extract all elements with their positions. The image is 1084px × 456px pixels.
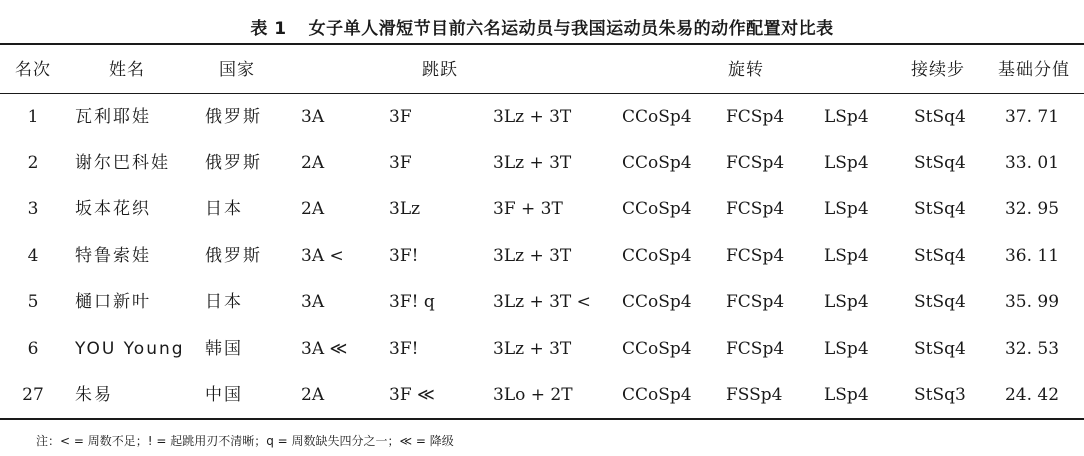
cell-rank: 6 [27, 339, 39, 359]
cell-jump-3: 3Lo + 2T [493, 385, 573, 405]
cell-spin-1: CCoSp4 [622, 107, 692, 127]
cell-name: 瓦利耶娃 [75, 107, 151, 127]
cell-spin-1: CCoSp4 [622, 199, 692, 219]
cell-base-value: 24. 42 [1004, 385, 1060, 405]
top-rule [0, 43, 1084, 45]
table-number: 表 1 [250, 19, 287, 39]
cell-jump-1: 3A [301, 107, 325, 127]
cell-name: YOU Young [75, 339, 185, 359]
cell-spin-2: FCSp4 [726, 292, 785, 312]
header-spins: 旋转 [728, 60, 764, 80]
table-title: 女子单人滑短节目前六名运动员与我国运动员朱易的动作配置对比表 [308, 19, 834, 39]
cell-step-sequence: StSq4 [914, 107, 966, 127]
cell-name: 坂本花织 [75, 199, 151, 219]
cell-jump-2: 3F [389, 107, 412, 127]
cell-country: 日本 [205, 292, 243, 312]
cell-spin-2: FCSp4 [726, 107, 785, 127]
cell-spin-2: FCSp4 [726, 199, 785, 219]
cell-jump-1: 3A < [301, 246, 344, 266]
cell-rank: 3 [27, 199, 39, 219]
header-country: 国家 [219, 60, 255, 80]
cell-step-sequence: StSq3 [914, 385, 966, 405]
cell-spin-3: LSp4 [824, 153, 869, 173]
cell-base-value: 32. 53 [1004, 339, 1060, 359]
header-rule [0, 93, 1084, 94]
cell-spin-3: LSp4 [824, 246, 869, 266]
bottom-rule [0, 418, 1084, 420]
cell-jump-3: 3Lz + 3T [493, 107, 572, 127]
cell-jump-3: 3Lz + 3T [493, 246, 572, 266]
cell-rank: 2 [27, 153, 39, 173]
cell-spin-2: FSSp4 [726, 385, 783, 405]
cell-spin-1: CCoSp4 [622, 153, 692, 173]
cell-spin-3: LSp4 [824, 292, 869, 312]
cell-jump-1: 3A ≪ [301, 339, 348, 359]
cell-name: 朱易 [75, 385, 113, 405]
cell-rank: 27 [22, 385, 44, 405]
cell-country: 中国 [205, 385, 243, 405]
cell-spin-3: LSp4 [824, 339, 869, 359]
cell-jump-3: 3Lz + 3T [493, 339, 572, 359]
cell-country: 俄罗斯 [205, 107, 262, 127]
cell-base-value: 36. 11 [1004, 246, 1060, 266]
cell-spin-3: LSp4 [824, 199, 869, 219]
cell-base-value: 32. 95 [1004, 199, 1060, 219]
cell-rank: 5 [27, 292, 39, 312]
cell-country: 俄罗斯 [205, 246, 262, 266]
cell-spin-3: LSp4 [824, 385, 869, 405]
cell-step-sequence: StSq4 [914, 199, 966, 219]
cell-rank: 4 [27, 246, 39, 266]
cell-jump-3: 3Lz + 3T [493, 153, 572, 173]
cell-jump-2: 3Lz [389, 199, 421, 219]
table-caption [0, 14, 1084, 39]
cell-step-sequence: StSq4 [914, 153, 966, 173]
table-note: 注：< = 周数不足；! = 起跳用刃不清晰；q = 周数缺失四分之一；≪ = 降级 [36, 434, 454, 448]
cell-spin-1: CCoSp4 [622, 292, 692, 312]
header-rank: 名次 [15, 60, 51, 80]
header-name: 姓名 [109, 60, 145, 80]
cell-jump-3: 3Lz + 3T < [493, 292, 591, 312]
cell-jump-2: 3F! [389, 339, 419, 359]
cell-jump-1: 2A [301, 153, 325, 173]
cell-name: 樋口新叶 [75, 292, 151, 312]
cell-jump-2: 3F ≪ [389, 385, 435, 405]
cell-country: 俄罗斯 [205, 153, 262, 173]
cell-base-value: 33. 01 [1004, 153, 1060, 173]
cell-spin-3: LSp4 [824, 107, 869, 127]
cell-jump-2: 3F! [389, 246, 419, 266]
cell-step-sequence: StSq4 [914, 339, 966, 359]
cell-jump-1: 3A [301, 292, 325, 312]
cell-jump-3: 3F + 3T [493, 199, 563, 219]
cell-country: 韩国 [205, 339, 243, 359]
cell-name: 特鲁索娃 [75, 246, 151, 266]
cell-base-value: 37. 71 [1004, 107, 1060, 127]
cell-base-value: 35. 99 [1004, 292, 1060, 312]
cell-spin-2: FCSp4 [726, 153, 785, 173]
cell-jump-1: 2A [301, 385, 325, 405]
cell-country: 日本 [205, 199, 243, 219]
cell-spin-2: FCSp4 [726, 246, 785, 266]
cell-spin-1: CCoSp4 [622, 385, 692, 405]
cell-jump-1: 2A [301, 199, 325, 219]
cell-name: 谢尔巴科娃 [75, 153, 170, 173]
header-base-value: 基础分值 [998, 60, 1070, 80]
cell-step-sequence: StSq4 [914, 246, 966, 266]
cell-spin-2: FCSp4 [726, 339, 785, 359]
cell-jump-2: 3F! q [389, 292, 435, 312]
header-steps: 接续步 [911, 60, 965, 80]
header-jumps: 跳跃 [422, 60, 458, 80]
cell-spin-1: CCoSp4 [622, 246, 692, 266]
cell-spin-1: CCoSp4 [622, 339, 692, 359]
cell-rank: 1 [27, 107, 39, 127]
cell-step-sequence: StSq4 [914, 292, 966, 312]
cell-jump-2: 3F [389, 153, 412, 173]
